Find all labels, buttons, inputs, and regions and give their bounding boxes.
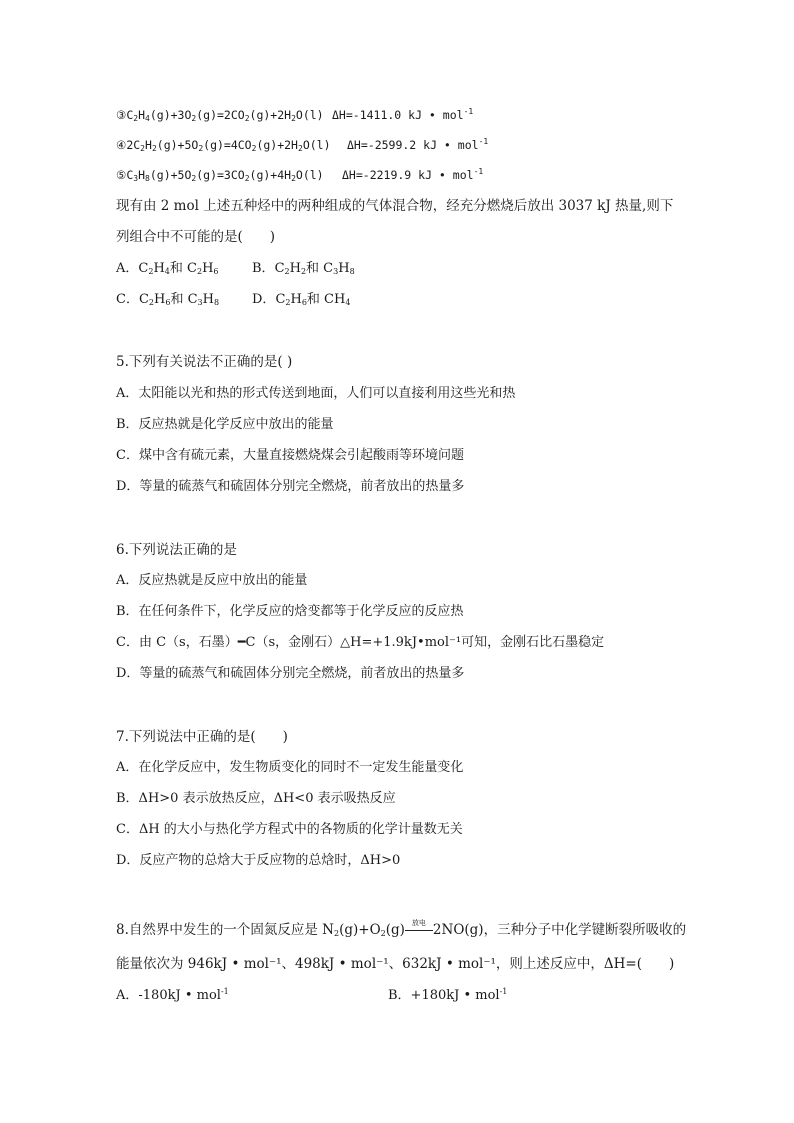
q6-option-b: B．在任何条件下，化学反应的焓变都等于化学反应的反应热 xyxy=(116,604,464,619)
q5-option-d: D．等量的硫蒸气和硫固体分别完全燃烧，前者放出的热量多 xyxy=(116,479,465,494)
q5-option-b: B．反应热就是化学反应中放出的能量 xyxy=(116,417,334,432)
q4-option-b: B．$C_2H_2$和 $C_3H_8$ xyxy=(252,261,355,276)
q4-stem-line1: 现有由 2 mol 上述五种烃中的两种组成的气体混合物，经充分燃烧后放出 3037 kJ 热量,则下 xyxy=(116,198,674,214)
q7-option-a: A．在化学反应中，发生物质变化的同时不一定发生能量变化 xyxy=(116,760,464,775)
q6-option-a: A．反应热就是反应中放出的能量 xyxy=(116,573,308,588)
equation-4: $④2C_2H_2(g)+5O_2(g)=4CO_2(g)+2H_2O(l)$ ΔH=-2599.2 kJ • mol$^{-1}$ xyxy=(116,137,489,153)
q4-option-a: A．$C_2H_4$和 $C_2H_6$ xyxy=(116,261,219,276)
q5-option-a: A．太阳能以光和热的形式传送到地面，人们可以直接利用这些光和热 xyxy=(116,386,516,401)
q6-stem: 6.下列说法正确的是 xyxy=(116,542,237,558)
q8-option-b: B．+180kJ • mol$^{-1}$ xyxy=(388,987,508,1003)
q6-option-c: C．由 C（s，石墨）━C（s，金刚石）△H=+1.9kJ•mol⁻¹可知，金刚石比石墨稳定 xyxy=(116,635,605,650)
q5-stem: 5.下列有关说法不正确的是( ) xyxy=(116,354,293,370)
equation-5: $⑤C_3H_8(g)+5O_2(g)=3CO_2(g)+4H_2O(l)$ ΔH=-2219.9 kJ • mol$^{-1}$ xyxy=(116,167,484,183)
q7-stem: 7.下列说法中正确的是( ) xyxy=(116,729,288,745)
q8-stem-line2: 能量依次为 946kJ • mol⁻¹、498kJ • mol⁻¹、632kJ • mol⁻¹，则上述反应中，ΔH=( ) xyxy=(116,956,675,972)
q8-stem-line1: 8.自然界中发生的一个固氮反应是 $N_2(g)+O_2(g)$ 放电 2NO(g)，三种分子中化学键断裂所吸收的 xyxy=(116,919,687,938)
reaction-condition: 放电 xyxy=(405,921,433,939)
enthalpy-4: ΔH=-2599.2 kJ • mol$^{-1}$ xyxy=(347,137,489,152)
q8-option-a: A．-180kJ • mol$^{-1}$ xyxy=(116,987,229,1003)
q4-option-d: D．$C_2H_6$和 $CH_4$ xyxy=(252,292,351,307)
q6-option-d: D．等量的硫蒸气和硫固体分别完全燃烧，前者放出的热量多 xyxy=(116,666,465,681)
q7-option-b: B．ΔH>0 表示放热反应，ΔH<0 表示吸热反应 xyxy=(116,791,396,806)
q4-stem-line2: 列组合中不可能的是( ) xyxy=(116,229,276,245)
q5-option-c: C．煤中含有硫元素，大量直接燃烧煤会引起酸雨等环境问题 xyxy=(116,448,464,463)
q4-option-c: C．$C_2H_6$和 $C_3H_8$ xyxy=(116,292,220,307)
enthalpy-5: ΔH=-2219.9 kJ • mol$^{-1}$ xyxy=(342,167,484,182)
q7-option-d: D．反应产物的总焓大于反应物的总焓时，ΔH>0 xyxy=(116,853,401,868)
equation-3: $③C_2H_4(g)+3O_2(g)=2CO_2(g)+2H_2O(l)$ ΔH=-1411.0 kJ • mol$^{-1}$ xyxy=(116,107,474,123)
enthalpy-3: ΔH=-1411.0 kJ • mol$^{-1}$ xyxy=(332,107,474,122)
q7-option-c: C．ΔH 的大小与热化学方程式中的各物质的化学计量数无关 xyxy=(116,822,463,837)
